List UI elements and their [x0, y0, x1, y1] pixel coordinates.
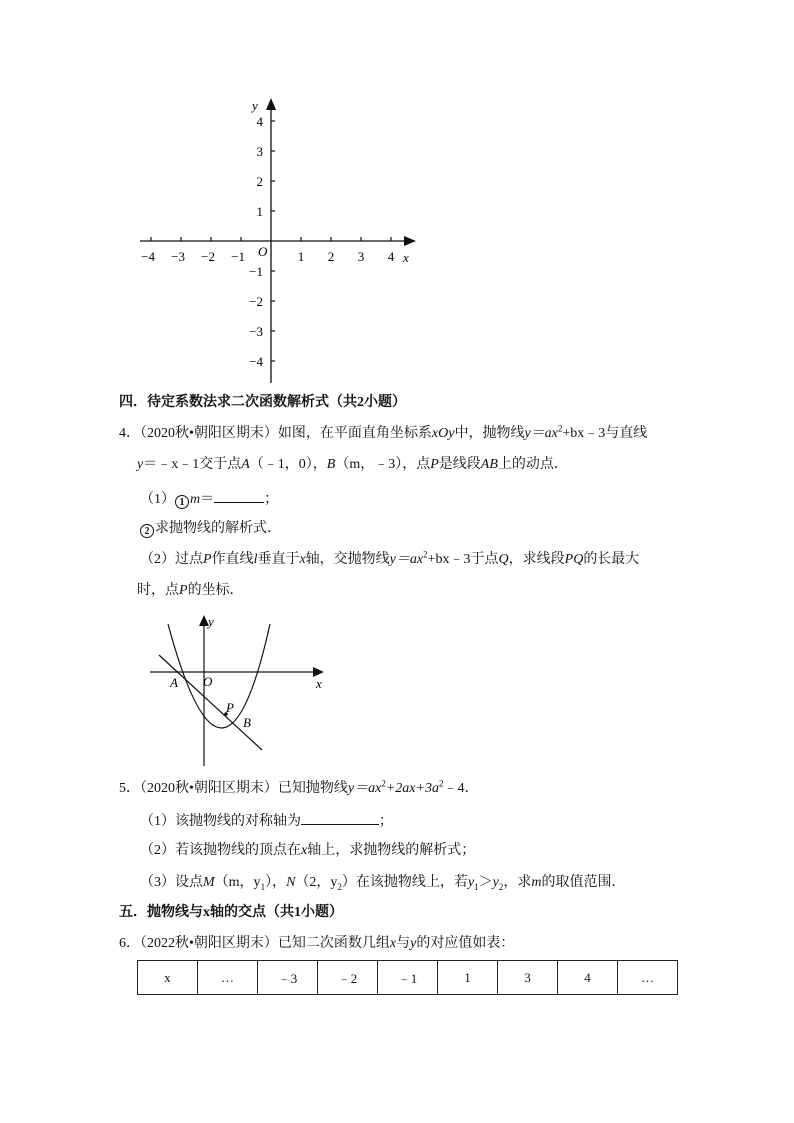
q4-part1b: [140, 519, 281, 539]
x-axis-arrow: [404, 236, 416, 246]
part-text: 时，点: [137, 583, 179, 598]
y-tick-label: 2: [256, 174, 263, 189]
part-text: 垂直于: [257, 552, 300, 567]
q4-line1: [119, 424, 647, 444]
q6-line1: [119, 934, 514, 954]
table-cell: …: [198, 961, 258, 995]
q5-part3: [140, 873, 625, 893]
y-tick-label: −1: [249, 264, 263, 279]
subscript: 2: [498, 881, 504, 892]
eq-y: y: [389, 552, 396, 567]
q5-part2: [140, 841, 475, 861]
y-tick-label: 3: [256, 144, 263, 159]
part-text: ）在该抛物线上，若: [341, 875, 468, 890]
q4-part2-cont: [137, 581, 244, 601]
var-x: x: [299, 552, 306, 567]
q4-text: （m，﹣3），点: [335, 457, 431, 472]
part-text: 的长最大: [583, 552, 640, 567]
q5-text: 5．（2020秋•朝阳区期末）已知抛物线: [119, 781, 348, 796]
superscript: 2: [438, 778, 444, 789]
x-tick-label: 2: [327, 249, 335, 264]
part-text: （m，y: [214, 875, 261, 890]
q4-text: 中，抛物线: [454, 426, 525, 441]
part-text: （2）过点: [140, 552, 203, 567]
q4-xoy: xOy: [431, 426, 455, 441]
q4-text: 上的动点．: [497, 457, 568, 472]
q6-text: 的对应值如表：: [416, 936, 515, 951]
part-text: （2，y: [295, 875, 338, 890]
point-B: B: [326, 457, 336, 472]
gt-sign: ＞: [478, 875, 493, 890]
q6-text: 6．（2022秋•朝阳区期末）已知二次函数几组: [119, 936, 390, 951]
var-m: m: [531, 875, 542, 890]
table-cell: 1: [438, 961, 498, 995]
y-axis-arrow: [266, 98, 276, 110]
circled-number: 2: [140, 524, 154, 538]
table-row: [138, 961, 678, 995]
point-P: P: [203, 552, 212, 567]
y-tick-label: 1: [256, 204, 263, 219]
x-tick-label: 1: [297, 249, 305, 264]
y-tick-label: −2: [249, 294, 263, 309]
x-tick-label: −3: [171, 249, 185, 264]
graph2-O-label: O: [203, 674, 213, 689]
table-cell: …: [618, 961, 678, 995]
point-A: A: [241, 457, 250, 472]
q4-text: 4．（2020秋•朝阳区期末）如图，在平面直角坐标系: [119, 426, 432, 441]
y-axis-label: y: [252, 98, 258, 113]
graph2-A-label: A: [170, 675, 178, 690]
eq-mid: +2ax+3a: [385, 781, 439, 796]
answer-blank[interactable]: [214, 488, 264, 503]
point-M: M: [203, 875, 215, 890]
graph2-B-label: B: [243, 715, 251, 730]
part-text: ，求: [503, 875, 532, 890]
graph2-x-label: x: [316, 676, 322, 691]
graph2-y-label: y: [208, 614, 214, 629]
part-text: 作直线: [211, 552, 254, 567]
var-y2: y: [492, 875, 499, 890]
y-tick-label: −3: [249, 324, 263, 339]
part-text: ，求线段: [508, 552, 565, 567]
origin-label: O: [258, 244, 268, 259]
section-heading-4: 四．待定系数法求二次函数解析式（共2小题）: [119, 395, 406, 410]
var-x: x: [301, 843, 308, 858]
q4-part1: [140, 488, 278, 510]
point-P: P: [430, 457, 439, 472]
point-Q: Q: [498, 552, 509, 567]
superscript: 2: [423, 549, 428, 560]
part-text: 的取值范围．: [541, 875, 626, 890]
punct: ；: [379, 814, 393, 829]
segment-AB: AB: [480, 457, 498, 472]
value-table: [137, 960, 678, 995]
q4-line-y: y: [137, 457, 144, 472]
section-heading-5: 五．抛物线与x轴的交点（共1小题）: [119, 905, 343, 920]
var-m: m: [190, 492, 201, 507]
circled-number: 1: [175, 495, 189, 509]
point-N: N: [286, 875, 296, 890]
part-text: （2）若该抛物线的顶点在: [140, 843, 301, 858]
q4-line2: [137, 455, 568, 475]
q4-eq-tail: +bx﹣3与直线: [562, 426, 648, 441]
punct: ；: [264, 492, 279, 507]
table-cell: x: [138, 961, 198, 995]
table-cell: 4: [558, 961, 618, 995]
y-tick-label: −4: [249, 354, 263, 369]
answer-blank[interactable]: [301, 810, 379, 825]
var-y1: y: [467, 875, 475, 890]
x-axis-label: x: [403, 250, 409, 265]
table-cell: ﹣3: [258, 961, 318, 995]
superscript: 2: [557, 423, 563, 434]
line-l: l: [253, 552, 258, 567]
q4-eq-y: y: [524, 426, 531, 441]
eq-end: ﹣4．: [443, 781, 479, 796]
parabola-curve: [168, 624, 270, 728]
var-x: x: [389, 936, 397, 951]
x-tick-label: −1: [231, 249, 245, 264]
q4-text: （﹣1，0），: [249, 457, 327, 472]
superscript: 2: [381, 778, 386, 789]
eq-y: y: [347, 781, 355, 796]
eq: ＝ax: [354, 781, 382, 796]
part-text: 轴，交抛物线: [305, 552, 390, 567]
q4-text: ＝﹣x﹣1交于点: [143, 457, 242, 472]
segment-PQ: PQ: [564, 552, 584, 567]
part-text: 轴上，求抛物线的解析式；: [307, 843, 476, 858]
graph2-P-label: P: [226, 700, 234, 715]
subscript: 1: [260, 881, 266, 892]
eq: ＝ax: [395, 552, 424, 567]
table-cell: ﹣2: [318, 961, 378, 995]
table-cell: 3: [498, 961, 558, 995]
y-tick-label: 4: [256, 114, 263, 129]
part-text: 的坐标．: [187, 583, 244, 598]
x-tick-label: −2: [201, 249, 215, 264]
part-text: （1）该抛物线的对称轴为: [140, 814, 301, 829]
equals: ＝: [200, 492, 215, 507]
point-P: P: [179, 583, 188, 598]
part-text: 求抛物线的解析式．: [155, 521, 281, 536]
part-label: （1）: [140, 492, 175, 507]
q6-text: 与: [396, 936, 411, 951]
q4-part2: [140, 550, 639, 570]
table-cell: ﹣1: [378, 961, 438, 995]
part-text: （3）设点: [140, 875, 203, 890]
q5-line1: [119, 779, 478, 799]
eq-tail: +bx﹣3于点: [427, 552, 499, 567]
var-y: y: [410, 936, 417, 951]
q4-text: 是线段: [438, 457, 481, 472]
subscript: 1: [474, 881, 479, 892]
q4-eq: ＝ax: [530, 426, 558, 441]
q5-part1: [140, 810, 393, 832]
coordinate-plane: [130, 90, 430, 390]
x-tick-label: 3: [357, 249, 365, 264]
parabola-figure: [150, 610, 335, 770]
x-tick-label: −4: [141, 249, 155, 264]
subscript: 2: [337, 881, 342, 892]
part-text: ），: [265, 875, 287, 890]
x-tick-label: 4: [387, 249, 395, 264]
